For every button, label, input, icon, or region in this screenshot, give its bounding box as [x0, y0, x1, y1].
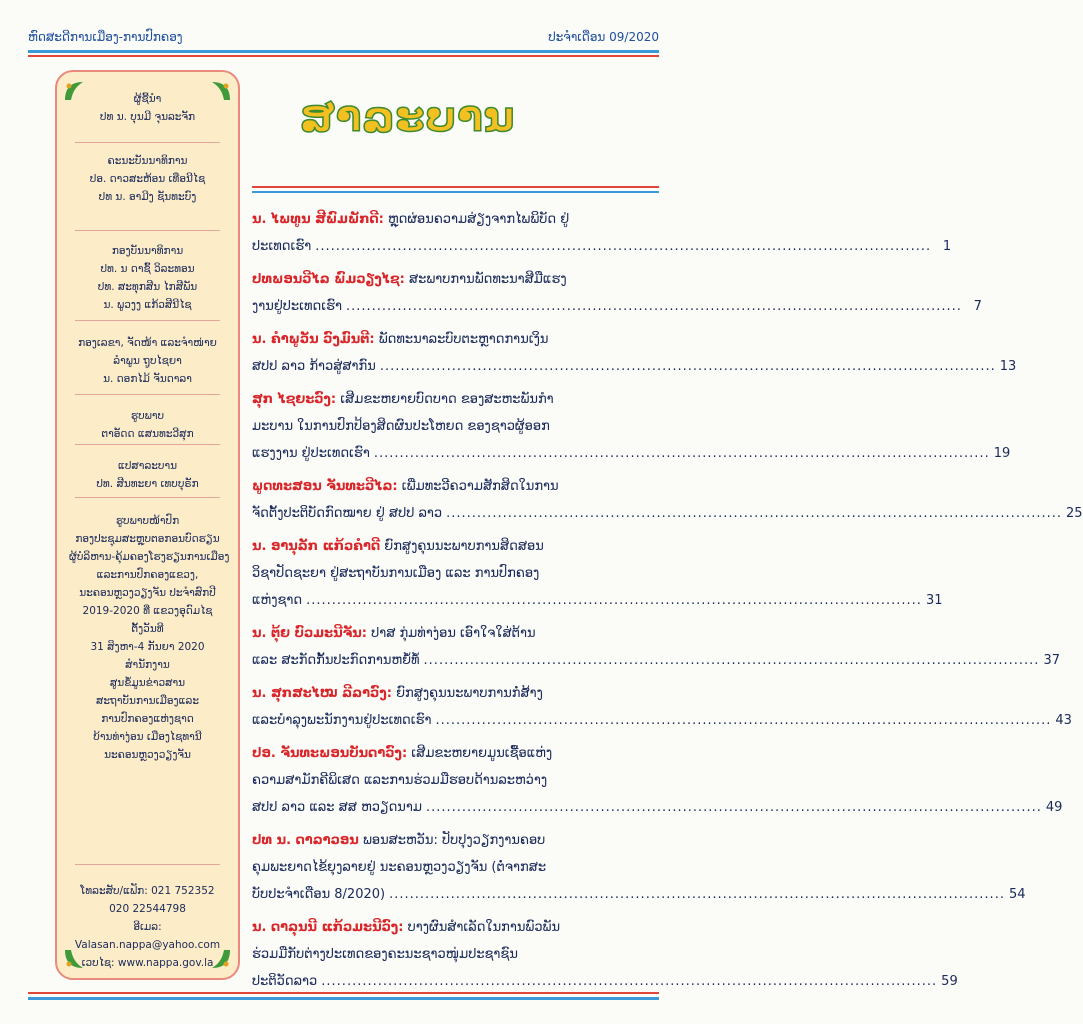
masthead-line: ປທ ນ. ບຸນມີ ຈຸນລະຈັກ: [99, 111, 196, 123]
table-of-contents: [252, 206, 1083, 1001]
dot-leader: ........................................................................................................................: [423, 653, 1040, 668]
toc-line: [252, 941, 659, 968]
masthead-line: ສະຖາບັນການເມືອງແລະ: [96, 695, 199, 707]
toc-text: ຍົກສູງຄຸນນະພາບການສິດສອນ: [384, 539, 544, 554]
toc-page-number: 31: [925, 593, 943, 608]
masthead-line: ນະຄອນຫຼວງວຽງຈັນ ປະຈຳສົກປີ: [79, 587, 216, 599]
toc-page-number: 59: [941, 974, 958, 989]
toc-line: [252, 560, 659, 587]
masthead-heading: ໂທລະສັບ/ແຟັກ: 021 752352: [80, 885, 215, 897]
toc-page-number: 25: [1066, 506, 1083, 521]
dot-leader: ........................................................................................................................: [425, 800, 1042, 815]
toc-entry[interactable]: [252, 914, 958, 995]
toc-page-number: 7: [973, 299, 982, 314]
masthead-group: [69, 407, 226, 443]
dot-leader: ........................................................................................................................: [389, 887, 1005, 902]
masthead-line: ກອງປະຊຸມສະຫຼຸບຕອກອນບົດຮຽນ: [75, 533, 220, 545]
toc-text: ງານຢູ່ປະເທດເຮົາ: [252, 299, 342, 314]
masthead-heading: ຄະນະບັນນາທິການ: [107, 155, 188, 167]
dot-leader: ........................................................................................................................: [346, 299, 962, 314]
toc-entry[interactable]: [252, 206, 952, 260]
dot-leader: ........................................................................................................................: [435, 713, 1052, 728]
toc-author: ນ. ອານຸລັກ ແກ້ວຄຳດີ: [252, 539, 381, 554]
masthead-line: ແລະການປົກຄອງແຂວງ,: [96, 569, 199, 581]
toc-text: ຮ່ວມມືກັບຕ່າງປະເທດຂອງຄະນະຊາວໜຸ່ມປະຊາຊົນ: [252, 947, 518, 962]
dot-leader: ........................................................................................................................: [315, 239, 932, 254]
toc-line: [252, 968, 958, 995]
masthead-group: [69, 457, 226, 493]
dot-leader: ........................................................................................................................: [446, 506, 1063, 521]
dot-leader: ........................................................................................................................: [373, 446, 990, 461]
toc-text: ສະພາບການພັດທະນາສີມືແຮງ: [409, 272, 567, 287]
masthead-line: ຕັ້ງວັນທີ: [131, 623, 164, 635]
masthead-line: ລຳພູນ ຖູບໄຊຍາ: [113, 355, 182, 367]
masthead-sidebar: [55, 70, 240, 980]
toc-line: [252, 500, 1083, 527]
masthead-heading: ກອງບັນນາທິການ: [111, 245, 184, 257]
masthead-divider: [75, 142, 220, 143]
masthead-line: ປທ ນ. ອາມີງ ຊັນທະບົງ: [98, 191, 197, 203]
toc-line: [252, 206, 659, 233]
toc-line: [252, 533, 659, 560]
masthead-line: ນະຄອນຫຼວງວຽງຈັນ: [104, 749, 191, 761]
toc-page-number: 54: [1008, 887, 1026, 902]
toc-text: ຈັດຕັ້ງປະຕິບັດກົດໝາຍ ຢູ່ ສປປ ລາວ: [252, 506, 443, 521]
toc-line: [252, 587, 943, 614]
toc-line: [252, 767, 659, 794]
toc-line: [252, 233, 952, 260]
toc-page-number: 43: [1055, 713, 1072, 728]
masthead-line: Valasan.nappa@yahoo.com: [74, 939, 221, 951]
toc-entry[interactable]: [252, 827, 1026, 908]
toc-author: ນ. ສຸກສະໄໝ ລີລາວົງ:: [252, 686, 392, 701]
toc-line: [252, 326, 659, 353]
masthead-line: ການປົກຄອງແຫ່ງຊາດ: [101, 713, 194, 725]
toc-text: ສປປ ລາວ ກ້າວສູ່ສາກົນ: [252, 359, 376, 374]
toc-author: ພູດທະສອນ ຈັນທະວີໄລ:: [252, 479, 398, 494]
masthead-heading: ກອງເລຂາ, ຈັດໜ້າ ແລະຈຳໜ່າຍ: [78, 337, 217, 349]
toc-entry[interactable]: [252, 473, 1083, 527]
toc-author: ນ. ດາລຸນນີ ແກ້ວມະນີວົງ:: [252, 920, 404, 935]
toc-page-number: 49: [1045, 800, 1063, 815]
masthead-divider: [75, 320, 220, 321]
toc-page-number: 37: [1043, 653, 1060, 668]
masthead-line: ສູນຂໍ້ມູນຂ່າວສານ: [109, 677, 186, 689]
page-title: ສາລະບານ: [300, 92, 516, 141]
dot-leader: ........................................................................................................................: [379, 359, 996, 374]
title-rule: [252, 186, 659, 188]
toc-line: [252, 293, 982, 320]
toc-entry[interactable]: [252, 266, 982, 320]
journal-title: ຫົດສະດີການເມືອງ-ການປົກຄອງ: [28, 30, 183, 44]
masthead-divider: [75, 497, 220, 498]
title-rule-accent: [252, 191, 659, 193]
toc-entry[interactable]: [252, 620, 1060, 674]
toc-line: [252, 680, 659, 707]
masthead-divider: [75, 864, 220, 865]
toc-text: ຄຸມພະຍາດໄຂ້ຍຸງລາຍຢູ່ ນະຄອນຫຼວງວຽງຈັນ (ຕໍ່ຈາກສະ: [252, 860, 547, 875]
toc-author: ປອ. ຈັນທະພອນບັນດາວົງ:: [252, 746, 408, 761]
toc-line: [252, 440, 1011, 467]
toc-text: ແລະ ສະກັດກັ້ນປະກົດການຫຍໍ້ທໍ້: [252, 653, 420, 668]
toc-text: ແຮງງານ ຢູ່ປະເທດເຮົາ: [252, 446, 370, 461]
toc-text: ພັດທະນາລະບົບຕະຫຼາດການເງິນ: [378, 332, 549, 347]
toc-text: ເສີມຂະຫຍາຍມູນເຊື້ອແຫ່ງ: [411, 746, 553, 761]
masthead-line: 31 ສິງຫາ-4 ກັນຍາ 2020: [90, 641, 205, 653]
masthead-line: ສຳນັກງານ: [125, 659, 170, 671]
masthead-group: [69, 152, 226, 206]
toc-author: ນ. ຄຳພູວັນ ວົງມົນຕີ:: [252, 332, 375, 347]
toc-text: ວິຊາປັດຊະຍາ ຢູ່ສະຖາບັນການເມືອງ ແລະ ການປົກຄອງ: [252, 566, 540, 581]
toc-author: ນ. ໄພທູນ ສີພົມພັກດີ:: [252, 212, 384, 227]
toc-text: ຄວາມສາມັກຄີພິເສດ ແລະການຮ່ວມມືຮອບດ້ານລະຫວ່າງ: [252, 773, 548, 788]
masthead-group: [69, 882, 226, 972]
masthead-line: ຜູ້ບໍລິຫານ-ຄຸ້ມຄອງໂຮງຮຽນການເມືອງ: [69, 551, 230, 563]
toc-line: [252, 740, 659, 767]
title-block: [300, 92, 620, 152]
toc-line: [252, 266, 659, 293]
toc-entry[interactable]: [252, 386, 1011, 467]
toc-page-number: 1: [942, 239, 952, 254]
dot-leader: ........................................................................................................................: [306, 593, 922, 608]
toc-text: ມະບານ ໃນການປົກປ້ອງສິດຜົນປະໂຫຍດ ຂອງຊາວຜູ້ອອກ: [252, 419, 550, 434]
page-header: [28, 26, 659, 64]
toc-line: [252, 914, 659, 941]
footer-rule-accent: [28, 997, 659, 1000]
masthead-group: [69, 90, 226, 126]
toc-text: ເສີມຂະຫຍາຍບົດບາດ ຂອງສະຫະພັນກຳ: [340, 392, 554, 407]
masthead-divider: [75, 394, 220, 395]
header-rule-accent: [28, 55, 659, 57]
toc-line: [252, 854, 659, 881]
toc-line: [252, 386, 659, 413]
masthead-group: [69, 242, 226, 314]
toc-line: [252, 413, 659, 440]
masthead-line: ອີເມລ:: [133, 921, 162, 933]
toc-text: ປາສ ກຸ່ມທ່າງ່ອນ ເອົາໃຈໃສ່ຕ້ານ: [371, 626, 536, 641]
toc-entry[interactable]: [252, 680, 1072, 734]
toc-line: [252, 794, 1063, 821]
toc-text: ຍົກສູງຄຸນນະພາບການກໍ່ສ້າງ: [396, 686, 543, 701]
toc-text: ບາງຜົນສຳເລັດໃນການພົວພັນ: [407, 920, 561, 935]
masthead-line: ຕາອັດດ ແສນທະວີສຸກ: [101, 428, 194, 440]
masthead-divider: [75, 230, 220, 231]
masthead-line: ປທ. ນ ດາຊົ້ ວິລະທອນ: [100, 263, 195, 275]
toc-text: ສປປ ລາວ ແລະ ສສ ຫວຽດນາມ: [252, 800, 422, 815]
header-rule: [28, 50, 659, 53]
masthead-line: 020 22544798: [109, 903, 186, 915]
masthead-line: ບ້ານທ່າງ່ອນ ເມືອງໄຊທານີ: [93, 731, 202, 743]
masthead-line: ປທ. ສີນທະຍາ ເທບບຸຣັກ: [96, 478, 199, 490]
masthead-line: ນ. ພູວງງ ແກ້ວສີນີໄຊ: [103, 299, 192, 311]
toc-author: ສຸກ ໄຊຍະວົງ:: [252, 392, 337, 407]
issue-label: ປະຈຳເດືອນ 09/2020: [548, 30, 659, 44]
toc-text: ປະຕິວັດລາວ: [252, 974, 318, 989]
toc-author: ນ. ຕຸ້ຍ ບົວມະນີຈັນ:: [252, 626, 367, 641]
toc-line: [252, 353, 1017, 380]
toc-text: ແລະບຳລຸງພະນັກງານຢູ່ປະເທດເຮົາ: [252, 713, 432, 728]
masthead-line: ເວບໄຊ: www.nappa.gov.la: [81, 957, 214, 969]
masthead-heading: ຮູບພາບ: [130, 410, 165, 422]
masthead-line: 2019-2020 ທີ່ ແຂວງອຸດົມໄຊ: [82, 605, 213, 617]
toc-author: ປທ ນ. ດາລາວອນ: [252, 833, 359, 848]
toc-line: [252, 647, 1060, 674]
toc-page-number: 19: [993, 446, 1011, 461]
toc-text: ພອນສະຫວັນ: ປັບປຸງວຽກງານຄອບ: [362, 833, 546, 848]
masthead-group: [69, 334, 226, 388]
masthead-line: ປທ. ສະທຸກສີນ ໄກສີພັນ: [97, 281, 198, 293]
toc-entry[interactable]: [252, 533, 943, 614]
toc-entry[interactable]: [252, 740, 1063, 821]
toc-text: ບັບປະຈຳເດືອນ 8/2020): [252, 887, 386, 902]
toc-text: ປະເທດເຮົາ: [252, 239, 312, 254]
toc-text: ແຫ່ງຊາດ: [252, 593, 303, 608]
masthead-line: ນ. ດອກໄມ້ ຈັນດາລາ: [103, 373, 192, 385]
toc-text: ເພີ່ມທະວີຄວາມສັກສິດໃນການ: [401, 479, 559, 494]
toc-entry[interactable]: [252, 326, 1017, 380]
toc-text: ຫຼຸດຜ່ອນຄວາມສ່ຽງຈາກໄພພິບັດ ຢູ່: [388, 212, 570, 227]
footer-rule: [28, 992, 659, 994]
toc-line: [252, 620, 659, 647]
toc-line: [252, 881, 1026, 908]
masthead-divider: [75, 444, 220, 445]
masthead-heading: ຜູ້ຊີ້ນຳ: [133, 93, 162, 105]
toc-line: [252, 707, 1072, 734]
masthead-group: [69, 512, 230, 764]
masthead-line: ປອ. ດາວສະຫ້ອນ ເທືອນີໄຊ: [89, 173, 206, 185]
masthead-heading: ແປສາລະບານ: [117, 460, 178, 472]
toc-author: ປທພອນວີໄລ ພົມວຽງໄຊ:: [252, 272, 405, 287]
masthead-heading: ຮູບພາບໜ້າປົກ: [115, 515, 180, 527]
toc-page-number: 13: [999, 359, 1017, 374]
toc-line: [252, 827, 659, 854]
toc-line: [252, 473, 659, 500]
dot-leader: ........................................................................................................................: [321, 974, 938, 989]
